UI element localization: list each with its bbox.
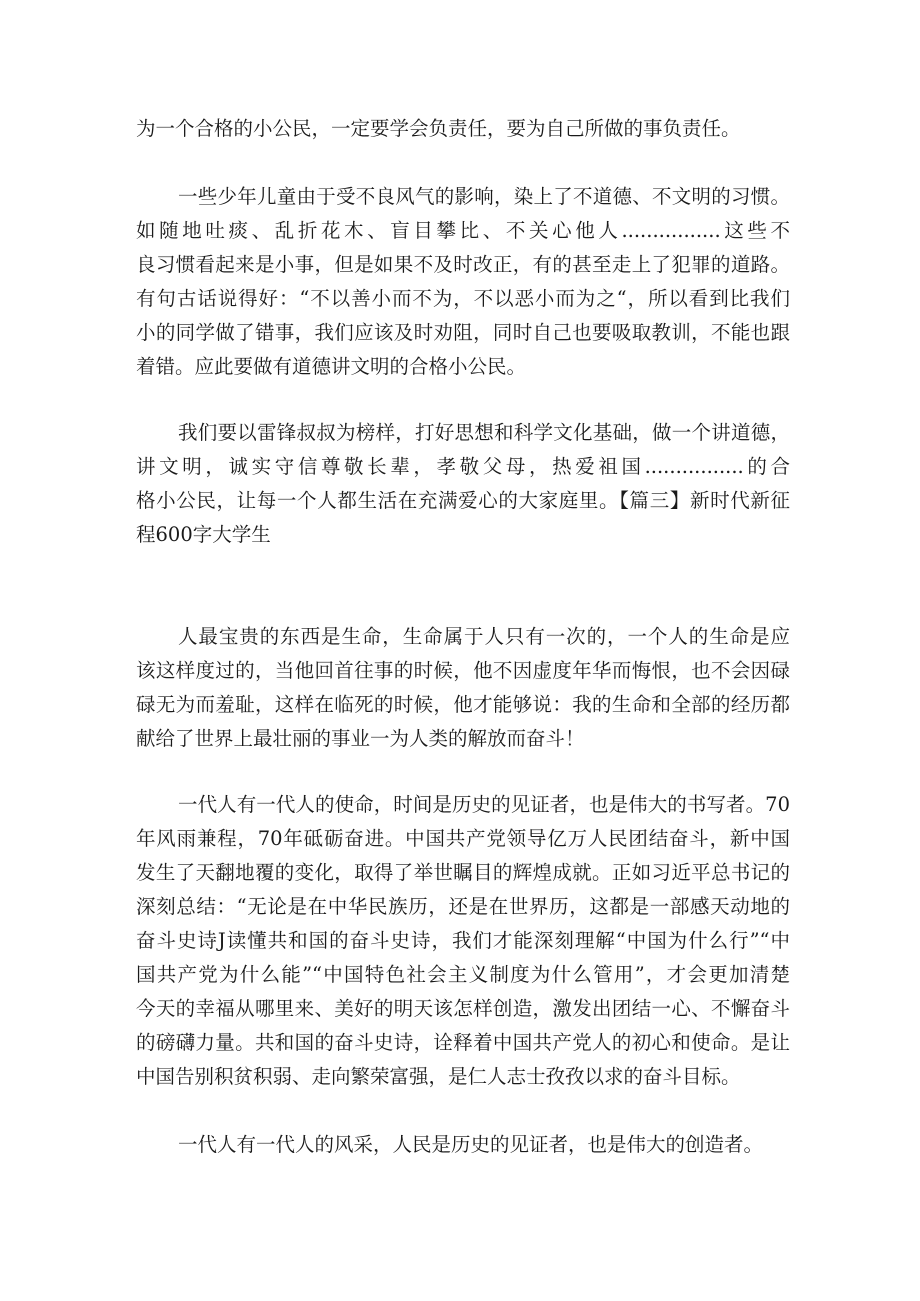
paragraph-line: 着错。应此要做有道德讲文明的合格小公民。 (136, 355, 527, 378)
paragraph-line: 献给了世界上最壮丽的事业一为人类的解放而奋斗！ (136, 727, 585, 750)
paragraph-line: 人最宝贵的东西是生命，生命属于人只有一次的，一个人的生命是应 (178, 625, 790, 648)
paragraph-line: 我们要以雷锋叔叔为榜样，打好思想和科学文化基础，做一个讲道德， (178, 421, 790, 444)
paragraph-line: 如随地吐痰、乱折花木、盲目攀比、不关心他人................这些不 (136, 219, 790, 242)
paragraph-line: 小的同学做了错事，我们应该及时劝阻，同时自己也要吸取教训，不能也跟 (136, 321, 790, 344)
paragraph-line: 良习惯看起来是小事，但是如果不及时改正，有的甚至走上了犯罪的道路。 (136, 253, 790, 276)
paragraph-line: 今天的幸福从哪里来、美好的明天该怎样创造，激发出团结一心、不懈奋斗 (136, 997, 790, 1020)
paragraph-line: 中国告别积贫积弱、走向繁荣富强，是仁人志士孜孜以求的奋斗目标。 (136, 1065, 741, 1088)
paragraph-line: 碌无为而羞耻，这样在临死的时候，他才能够说：我的生命和全部的经历都 (136, 693, 790, 716)
paragraph-line: 一代人有一代人的使命，时间是历史的见证者，也是伟大的书写者。70 (178, 793, 790, 816)
paragraph-line: 讲文明，诚实守信尊敬长辈，孝敬父母，热爱祖国................的合 (136, 455, 790, 478)
paragraph-line: 国共产党为什么能”“中国特色社会主义制度为什么管用”，才会更加清楚 (136, 963, 790, 986)
paragraph-line: 有句古话说得好：“不以善小而不为，不以恶小而为之“，所以看到比我们 (136, 287, 790, 310)
paragraph-line: 奋斗史诗J读懂共和国的奋斗史诗，我们才能深刻理解“中国为什么行”“中 (136, 929, 790, 952)
paragraph-line: 程600字大学生 (136, 523, 271, 546)
paragraph-line: 一代人有一代人的风采，人民是历史的见证者，也是伟大的创造者。 (178, 1133, 764, 1156)
paragraph-line: 该这样度过的，当他回首往事的时候，他不因虚度年华而悔恨，也不会因碌 (136, 659, 790, 682)
paragraph-line: 的磅礴力量。共和国的奋斗史诗，诠释着中国共产党人的初心和使命。是让 (136, 1031, 790, 1054)
paragraph-line: 年风雨兼程，70年砥砺奋进。中国共产党领导亿万人民团结奋斗，新中国 (136, 827, 790, 850)
paragraph-line: 深刻总结：“无论是在中华民族历，还是在世界历，这都是一部感天动地的 (136, 895, 790, 918)
paragraph-line: 发生了天翻地覆的变化，取得了举世瞩目的辉煌成就。正如习近平总书记的 (136, 861, 790, 884)
paragraph-line: 格小公民，让每一个人都生活在充满爱心的大家庭里。【篇三】新时代新征 (136, 489, 790, 512)
paragraph-line: 一些少年儿童由于受不良风气的影响，染上了不道德、不文明的习惯。 (178, 185, 790, 208)
paragraph-line: 为一个合格的小公民，一定要学会负责任，要为自己所做的事负责任。 (136, 117, 741, 140)
